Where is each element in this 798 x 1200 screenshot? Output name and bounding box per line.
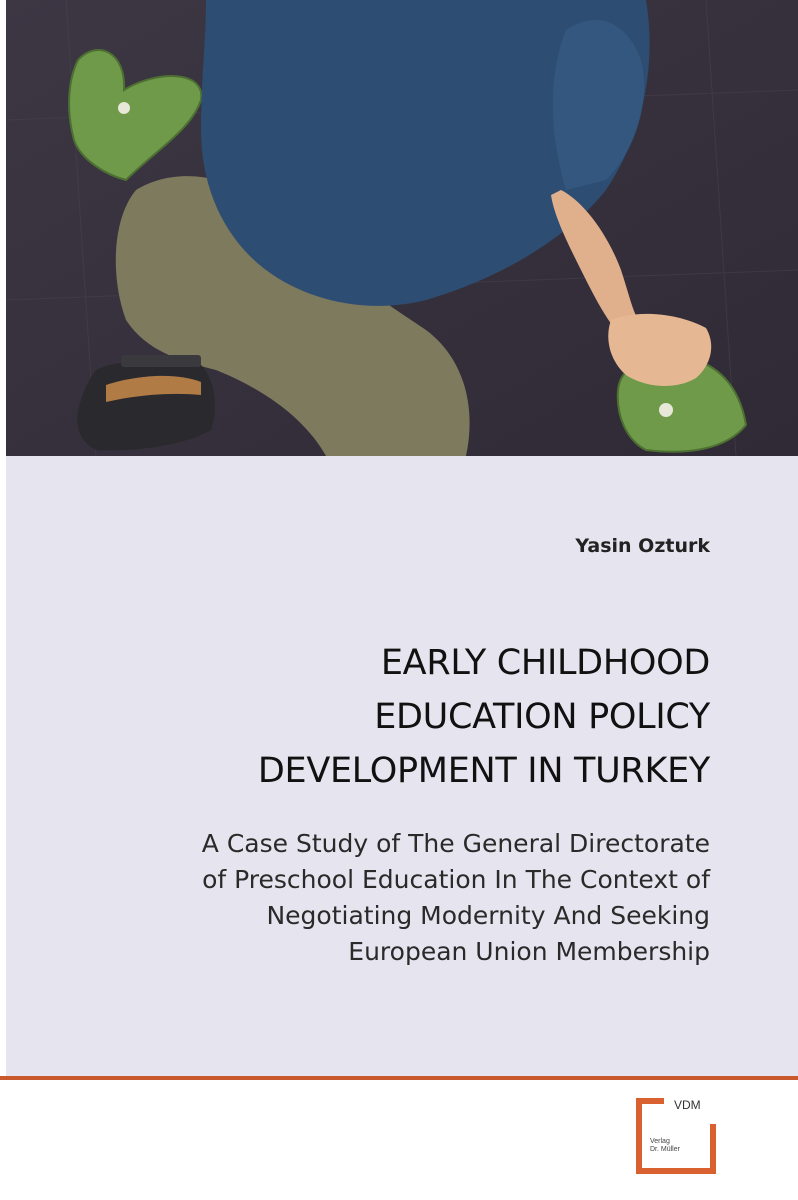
book-title — [10, 636, 710, 798]
subtitle-line: Negotiating Modernity And Seeking — [266, 901, 710, 930]
title-line: EARLY CHILDHOOD — [380, 643, 710, 683]
title-line: EDUCATION POLICY — [374, 697, 710, 737]
accent-divider — [0, 1076, 798, 1080]
publisher-logo — [636, 1098, 716, 1174]
hold-bolt — [659, 403, 673, 417]
author-name: Yasin Ozturk — [575, 535, 710, 557]
subtitle-line: of Preschool Education In The Context of — [202, 865, 710, 894]
climbing-child-illustration — [6, 0, 798, 456]
publisher-logo-text: VDM — [674, 1098, 701, 1112]
title-line: DEVELOPMENT IN TURKEY — [257, 751, 710, 791]
publisher-logo-subtext: Verlag Dr. Müller — [650, 1138, 680, 1153]
subtitle-line: European Union Membership — [348, 937, 710, 966]
cover-photo — [6, 0, 798, 456]
hold-bolt — [118, 102, 130, 114]
subtitle-line: A Case Study of The General Directorate — [201, 829, 710, 858]
book-subtitle — [10, 826, 710, 970]
child-shoe — [77, 360, 215, 451]
